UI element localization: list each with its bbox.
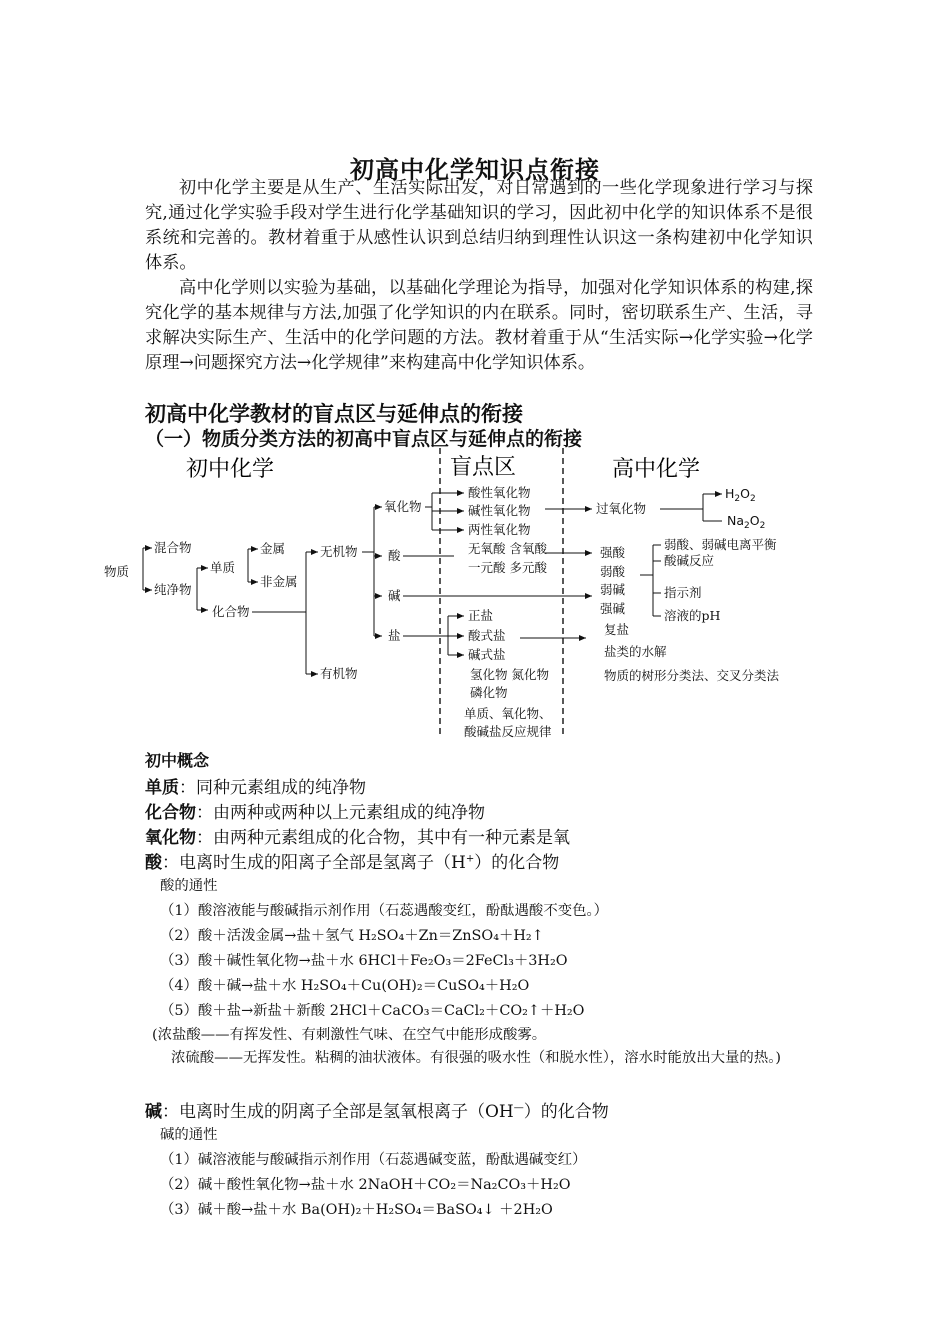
header-junior-chemistry: 初中化学 xyxy=(186,457,275,482)
node-indicator: 指示剂 xyxy=(664,585,702,600)
node-acid-types-basicity: 一元酸 多元酸 xyxy=(468,560,547,575)
base-property-2: （2）碱＋酸性氧化物→盐＋水 2NaOH＋CO₂＝Na₂CO₃＋H₂O xyxy=(160,1177,571,1193)
node-element: 单质 xyxy=(210,560,236,575)
node-salt-types-1: 氢化物 氮化物 xyxy=(470,667,549,682)
node-h2o2: $H_2O_2$ xyxy=(725,486,756,504)
node-acid: 酸 xyxy=(388,548,401,563)
node-double-salt: 复盐 xyxy=(604,622,630,637)
subsection-heading: （一）物质分类方法的初高中盲点区与延伸点的衔接 xyxy=(145,428,583,450)
node-oxide: 氧化物 xyxy=(384,499,422,514)
base-property-1: （1）碱溶液能与酸碱指示剂作用（石蕊遇碱变蓝，酚酞遇碱变红） xyxy=(160,1152,587,1168)
node-substance: 物质 xyxy=(104,564,130,579)
definition-element: 单质：同种元素组成的纯净物 xyxy=(145,778,366,798)
node-inorganic: 无机物 xyxy=(320,544,358,559)
note-sulfuric-acid: 浓硫酸——无挥发性。粘稠的油状液体。有很强的吸水性（和脱水性），溶水时能放出大量的热。) xyxy=(171,1050,782,1066)
node-pure-substance: 纯净物 xyxy=(154,582,192,597)
node-normal-salt: 正盐 xyxy=(468,608,494,623)
section-heading: 初高中化学教材的盲点区与延伸点的衔接 xyxy=(145,402,523,426)
node-na2o2: $Na_2O_2$ xyxy=(727,513,766,531)
node-organic: 有机物 xyxy=(320,666,358,681)
base-property-3: （3）碱＋酸→盐＋水 Ba(OH)₂＋H₂SO₄＝BaSO₄↓ ＋2H₂O xyxy=(160,1202,553,1218)
acid-property-3: （3）酸＋碱性氧化物→盐＋水 6HCl＋Fe₂O₃＝2FeCl₃＋3H₂O xyxy=(160,953,568,969)
node-salt-types-2: 磷化物 xyxy=(470,685,508,700)
node-salt-hydrolysis: 盐类的水解 xyxy=(604,644,667,659)
node-classification-methods: 物质的树形分类法、交叉分类法 xyxy=(604,668,780,683)
node-weak-base: 弱碱 xyxy=(600,582,626,597)
header-blind-zone: 盲点区 xyxy=(450,455,517,480)
node-acid-types-oxygen: 无氧酸 含氧酸 xyxy=(468,541,547,556)
acid-property-1: （1）酸溶液能与酸碱指示剂作用（石蕊遇酸变红，酚酞遇酸不变色。） xyxy=(160,903,609,919)
node-weak-acid: 弱酸 xyxy=(600,564,626,579)
base-properties-heading: 碱的通性 xyxy=(160,1127,218,1143)
node-basic-salt: 碱式盐 xyxy=(468,647,506,662)
note-hydrochloric-acid: (浓盐酸——有挥发性、有刺激性气味、在空气中能形成酸雾。 xyxy=(152,1027,547,1043)
classification-diagram xyxy=(100,448,820,744)
acid-property-4: （4）酸＋碱→盐＋水 H₂SO₄＋Cu(OH)₂＝CuSO₄＋H₂O xyxy=(160,978,530,994)
node-acidic-oxide: 酸性氧化物 xyxy=(468,485,531,500)
node-basic-oxide: 碱性氧化物 xyxy=(468,503,531,518)
node-metal: 金属 xyxy=(260,541,286,556)
header-senior-chemistry: 高中化学 xyxy=(612,457,701,482)
page-title: 初高中化学知识点衔接 xyxy=(350,156,600,185)
definition-acid: 酸：电离时生成的阳离子全部是氢离子（H+）的化合物 xyxy=(145,853,560,873)
node-acid-base-reaction: 酸碱反应 xyxy=(664,553,715,568)
node-mixture: 混合物 xyxy=(154,540,192,555)
node-reaction-law-2: 酸碱盐反应规律 xyxy=(464,724,552,739)
definition-oxide: 氧化物：由两种元素组成的化合物，其中有一种元素是氧 xyxy=(145,828,570,848)
node-amphoteric-oxide: 两性氧化物 xyxy=(468,522,531,537)
intro-paragraph-junior: 初中化学主要是从生产、生活实际出发，对日常遇到的一些化学现象进行学习与探究,通过化学实验手段对学生进行化学基础知识的学习，因此初中化学的知识体系不是很系统和完善的。教材着重于从感性认识到总结归纳到理性认识这一条构建初中化学知识体系。 xyxy=(145,178,813,273)
node-peroxide: 过氧化物 xyxy=(596,501,647,516)
node-weak-ionization: 弱酸、弱碱电离平衡 xyxy=(664,537,777,552)
node-strong-base: 强碱 xyxy=(600,601,626,616)
node-base: 碱 xyxy=(388,588,401,603)
node-strong-acid: 强酸 xyxy=(600,545,626,560)
node-compound: 化合物 xyxy=(212,604,250,619)
node-reaction-law-1: 单质、氧化物、 xyxy=(464,706,552,721)
definition-base: 碱：电离时生成的阴离子全部是氢氧根离子（OH—）的化合物 xyxy=(145,1102,609,1122)
intro-paragraph-senior: 高中化学则以实验为基础，以基础化学理论为指导，加强对化学知识体系的构建,探究化学的基本规律与方法,加强了化学知识的内在联系。同时，密切联系生产、生活，寻求解决实际生产、生活中的化学问题的方法。教材着重于从“生活实际→化学实验→化学原理→问题探究方法→化学规律”来构建高中化学知识体系。 xyxy=(145,278,813,373)
acid-properties-heading: 酸的通性 xyxy=(160,878,218,894)
concept-heading: 初中概念 xyxy=(145,751,210,770)
node-acid-salt: 酸式盐 xyxy=(468,628,506,643)
node-solution-ph: 溶液的pH xyxy=(664,608,721,623)
node-nonmetal: 非金属 xyxy=(260,574,298,589)
node-salt: 盐 xyxy=(388,628,401,643)
acid-property-2: （2）酸＋活泼金属→盐＋氢气 H₂SO₄＋Zn＝ZnSO₄＋H₂↑ xyxy=(160,928,544,944)
definition-compound: 化合物：由两种或两种以上元素组成的纯净物 xyxy=(145,803,485,823)
acid-property-5: （5）酸＋盐→新盐＋新酸 2HCl＋CaCO₃＝CaCl₂＋CO₂↑＋H₂O xyxy=(160,1003,585,1019)
